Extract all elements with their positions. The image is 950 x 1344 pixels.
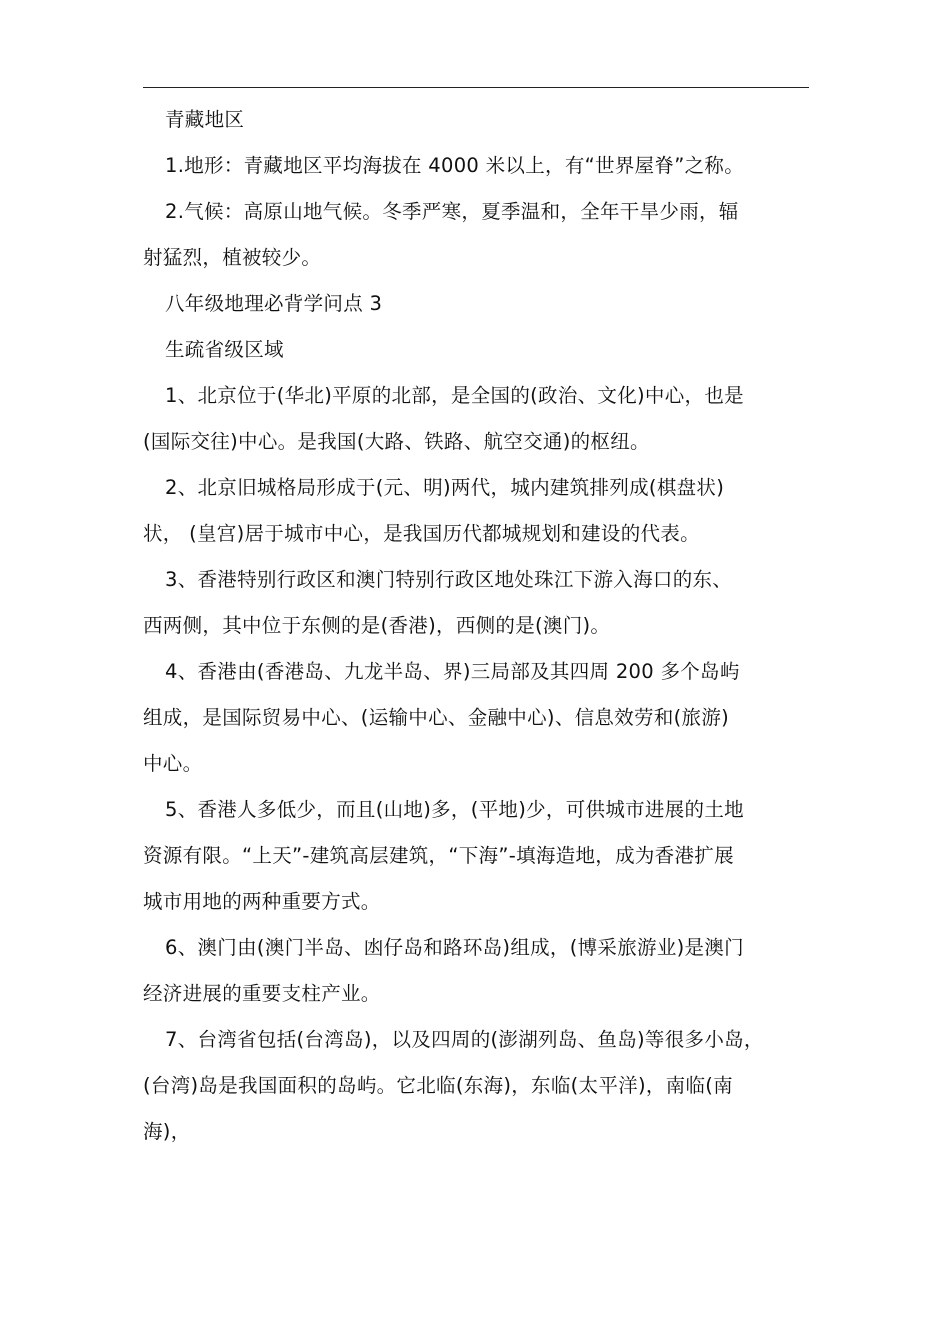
paragraph-line: 1、北京位于(华北)平原的北部，是全国的(政治、文化)中心，也是	[165, 384, 744, 407]
paragraph-line: 7、台湾省包括(台湾岛)，以及四周的(澎湖列岛、鱼岛)等很多小岛，	[165, 1028, 764, 1051]
section-heading-regions: 生疏省级区域	[165, 338, 284, 361]
paragraph-line: 1.地形：青藏地区平均海拔在 4000 米以上，有“世界屋脊”之称。	[165, 154, 745, 177]
document-body	[143, 97, 809, 1155]
paragraph-line: 中心。	[143, 752, 203, 775]
paragraph-line: 城市用地的两种重要方式。	[143, 890, 381, 913]
paragraph-line: 组成，是国际贸易中心、(运输中心、金融中心)、信息效劳和(旅游)	[143, 706, 730, 729]
paragraph-line: 5、香港人多低少，而且(山地)多，(平地)少，可供城市进展的土地	[165, 798, 744, 821]
paragraph-line: 2.气候：高原山地气候。冬季严寒，夏季温和，全年干旱少雨，辐	[165, 200, 739, 223]
section-heading-points: 八年级地理必背学问点 3	[165, 292, 383, 315]
paragraph-line: 状， (皇宫)居于城市中心，是我国历代都城规划和建设的代表。	[143, 522, 700, 545]
paragraph-line: 6、澳门由(澳门半岛、凼仔岛和路环岛)组成，(博采旅游业)是澳门	[165, 936, 744, 959]
paragraph-line: 海)，	[143, 1120, 191, 1143]
paragraph-line: 4、香港由(香港岛、九龙半岛、界)三局部及其四周 200 多个岛屿	[165, 660, 740, 683]
paragraph-line: 3、香港特别行政区和澳门特别行政区地处珠江下游入海口的东、	[165, 568, 733, 591]
header-rule	[143, 87, 809, 88]
section-heading-qingzang: 青藏地区	[165, 108, 245, 131]
paragraph-line: 2、北京旧城格局形成于(元、明)两代，城内建筑排列成(棋盘状)	[165, 476, 725, 499]
paragraph-line: (国际交往)中心。是我国(大路、铁路、航空交通)的枢纽。	[143, 430, 650, 453]
paragraph-line: (台湾)岛是我国面积的岛屿。它北临(东海)，东临(太平洋)，南临(南	[143, 1074, 733, 1097]
paragraph-line: 西两侧，其中位于东侧的是(香港)，西侧的是(澳门)。	[143, 614, 611, 637]
paragraph-line: 资源有限。“上天”-建筑高层建筑，“下海”-填海造地，成为香港扩展	[143, 844, 734, 867]
paragraph-line: 射猛烈，植被较少。	[143, 246, 322, 269]
paragraph-line: 经济进展的重要支柱产业。	[143, 982, 381, 1005]
